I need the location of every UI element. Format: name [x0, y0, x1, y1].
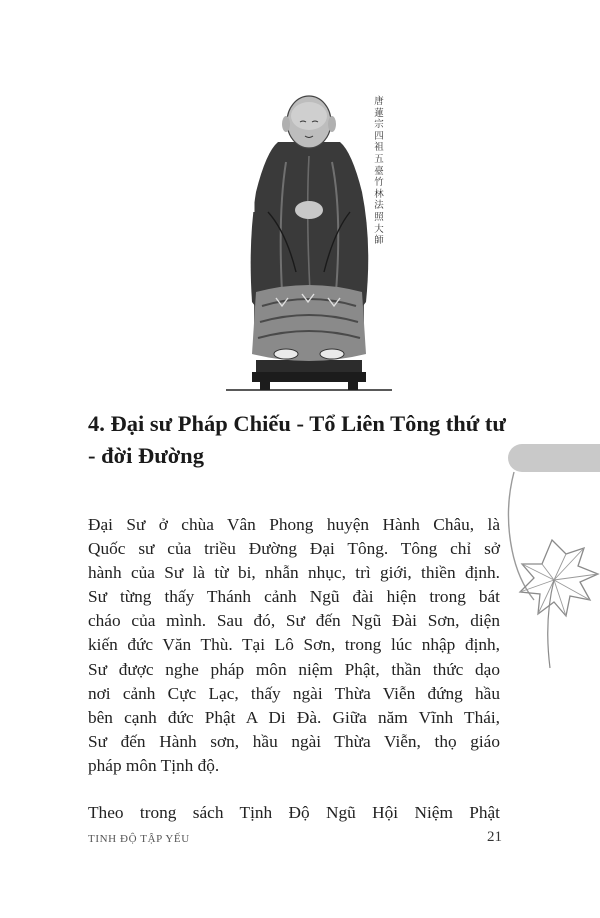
text-line: nơi cảnh Cực Lạc, thấy ngài Thừa Viễn đứng hầu — [88, 683, 500, 703]
text-line: Quốc sư của triều Đường Đại Tông. Tông chỉ sở — [88, 539, 500, 559]
text-line: Sư đến Hành sơn, hầu ngài Thừa Viễn, thọ giáo — [88, 731, 500, 751]
leaf-ornament-icon — [504, 470, 600, 670]
text-line: Sư được nghe pháp môn niệm Phật, thần thức dạo — [88, 659, 500, 679]
text-line: Đại Sư ở chùa Vân Phong huyện Hành Châu, là — [88, 515, 500, 534]
master-portrait-illustration — [226, 92, 392, 392]
page-edge-tab — [508, 444, 600, 472]
text-line: hành của Sư là từ bi, nhẫn nhục, trì giới, thiền định. — [88, 563, 500, 583]
page-number: 21 — [487, 829, 502, 845]
text-line: kiến đức Văn Thù. Tại Lô Sơn, trong lúc nhập định, — [88, 635, 500, 655]
text-line: bên cạnh đức Phật A Di Đà. Giữa năm Vĩnh Thái, — [88, 707, 500, 727]
text-line: cháo của mình. Sau đó, Sư đến Ngũ Đài Sơn, diện — [88, 611, 500, 631]
body-paragraph-2: Theo trong sách Tịnh Độ Ngũ Hội Niệm Phật — [88, 803, 500, 822]
text-line: Sư từng thấy Thánh cảnh Ngũ đài hiện trong bát — [88, 587, 500, 607]
text-line: pháp môn Tịnh độ. — [88, 755, 220, 775]
running-footer-title: TINH ĐỘ TẬP YẾU — [88, 833, 190, 845]
body-paragraph-1 — [88, 513, 500, 778]
chapter-heading: 4. Đại sư Pháp Chiếu - Tổ Liên Tông thứ tư - đời Đường — [88, 411, 506, 468]
portrait-inscription: 唐蓮宗四祖五臺竹林法照大師 — [374, 96, 384, 247]
